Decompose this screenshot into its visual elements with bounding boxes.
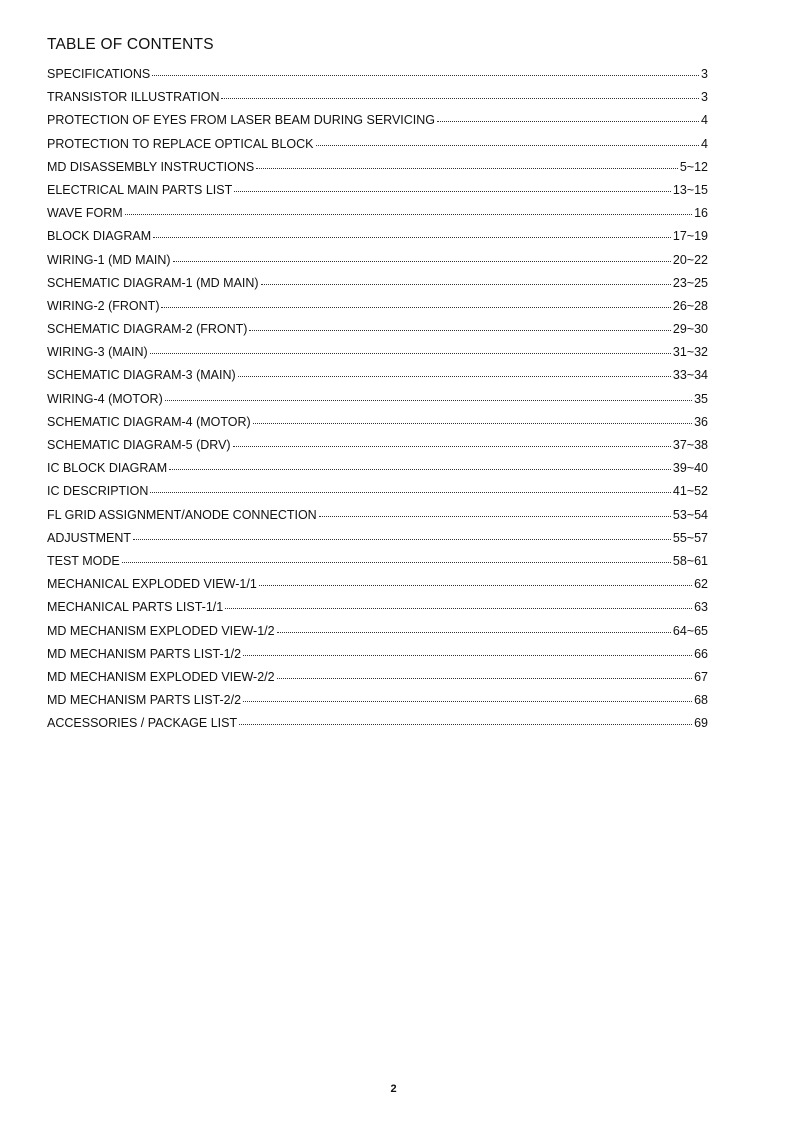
dot-leader: [234, 179, 671, 192]
toc-entry-label: IC BLOCK DIAGRAM: [47, 461, 168, 476]
toc-entry-page: 66: [694, 646, 708, 661]
toc-entry-label: SCHEMATIC DIAGRAM-4 (MOTOR): [47, 414, 251, 429]
page-number: 2: [390, 1083, 397, 1095]
toc-entry-page: 63: [694, 600, 708, 615]
dot-leader: [125, 202, 692, 215]
toc-entry-label: MECHANICAL EXPLODED VIEW-1/1: [47, 577, 257, 592]
toc-entry: [47, 341, 708, 364]
toc-entry-page: 58~61: [672, 553, 708, 568]
dot-leader: [238, 364, 671, 377]
dot-leader: [253, 411, 692, 424]
toc-entry-page: 68: [694, 693, 708, 708]
toc-entry-label: MD MECHANISM EXPLODED VIEW-2/2: [47, 669, 275, 684]
dot-leader: [150, 480, 670, 493]
toc-entry-label: MD MECHANISM PARTS LIST-2/2: [47, 693, 242, 708]
toc-entry-page: 67: [694, 669, 708, 684]
dot-leader: [259, 573, 692, 586]
toc-entry: [47, 712, 708, 735]
toc-entry-label: MD DISASSEMBLY INSTRUCTIONS: [47, 159, 255, 174]
toc-entry-page: 33~34: [672, 368, 708, 383]
toc-entry-page: 4: [701, 136, 708, 151]
toc-entry: [47, 318, 708, 341]
toc-entry: [47, 434, 708, 457]
dot-leader: [316, 133, 700, 146]
toc-entry: [47, 225, 708, 248]
toc-entry-page: 39~40: [672, 461, 708, 476]
page-title: TABLE OF CONTENTS: [47, 36, 214, 53]
dot-leader: [173, 249, 671, 262]
dot-leader: [161, 295, 670, 308]
toc-entry-label: ELECTRICAL MAIN PARTS LIST: [47, 182, 233, 197]
dot-leader: [243, 643, 692, 656]
dot-leader: [221, 86, 699, 99]
dot-leader: [239, 712, 692, 725]
toc-entry-page: 35: [694, 391, 708, 406]
toc-entry-label: PROTECTION TO REPLACE OPTICAL BLOCK: [47, 136, 314, 151]
toc-entry: [47, 109, 708, 132]
toc-entry-page: 4: [701, 113, 708, 128]
toc-entry-label: BLOCK DIAGRAM: [47, 229, 152, 244]
toc-entry-label: TRANSISTOR ILLUSTRATION: [47, 90, 220, 105]
toc-entry: [47, 666, 708, 689]
dot-leader: [256, 156, 678, 169]
toc-entry: [47, 596, 708, 619]
toc-entry: [47, 550, 708, 573]
toc-entry: [47, 156, 708, 179]
toc-entry: [47, 480, 708, 503]
toc-entry-page: 36: [694, 414, 708, 429]
dot-leader: [225, 596, 692, 609]
toc-entry-page: 3: [701, 67, 708, 81]
toc-entry-label: MD MECHANISM EXPLODED VIEW-1/2: [47, 623, 275, 638]
toc-entry-label: PROTECTION OF EYES FROM LASER BEAM DURING SERVICING: [47, 113, 436, 128]
toc-entry-label: SCHEMATIC DIAGRAM-1 (MD MAIN): [47, 275, 259, 290]
toc-entry: [47, 527, 708, 550]
toc-entry-label: WIRING-1 (MD MAIN): [47, 252, 171, 267]
toc-entry-page: 64~65: [672, 623, 708, 638]
toc-entry-label: WIRING-2 (FRONT): [47, 298, 160, 313]
toc-entry-label: WIRING-3 (MAIN): [47, 345, 148, 360]
toc-entry-page: 55~57: [672, 530, 708, 545]
toc-entry-label: SPECIFICATIONS: [47, 67, 151, 81]
toc-entry-label: MECHANICAL PARTS LIST-1/1: [47, 600, 224, 615]
toc-entry-page: 20~22: [672, 252, 708, 267]
toc-entry-label: ADJUSTMENT: [47, 530, 132, 545]
toc-entry-page: 23~25: [672, 275, 708, 290]
toc-entry: [47, 573, 708, 596]
toc-entry-label: SCHEMATIC DIAGRAM-3 (MAIN): [47, 368, 236, 383]
toc-entry: [47, 272, 708, 295]
toc-entry-page: 31~32: [672, 345, 708, 360]
toc-entry-page: 13~15: [672, 182, 708, 197]
toc-entry: [47, 643, 708, 666]
toc-entry-page: 69: [694, 716, 708, 731]
dot-leader: [152, 63, 699, 76]
dot-leader: [122, 550, 671, 563]
toc-entry-page: 5~12: [679, 159, 708, 174]
dot-leader: [133, 527, 671, 540]
toc-entry-label: IC DESCRIPTION: [47, 484, 149, 499]
toc-entry: [47, 249, 708, 272]
toc-entry: [47, 504, 708, 527]
toc-entry: [47, 202, 708, 225]
toc-entry: [47, 689, 708, 712]
toc-entry-label: MD MECHANISM PARTS LIST-1/2: [47, 646, 242, 661]
dot-leader: [249, 318, 670, 331]
toc-entry-page: 17~19: [672, 229, 708, 244]
toc-entry: [47, 620, 708, 643]
toc-entry: [47, 133, 708, 156]
toc-entry: [47, 86, 708, 109]
toc-entry: [47, 388, 708, 411]
dot-leader: [437, 109, 699, 122]
toc-entry-label: WIRING-4 (MOTOR): [47, 391, 163, 406]
toc-entry-page: 29~30: [672, 322, 708, 337]
toc-entry-page: 26~28: [672, 298, 708, 313]
toc-list: [47, 63, 708, 735]
dot-leader: [319, 504, 671, 517]
toc-entry-label: WAVE FORM: [47, 206, 123, 221]
toc-entry: [47, 295, 708, 318]
dot-leader: [243, 689, 692, 702]
dot-leader: [169, 457, 671, 470]
toc-entry-label: FL GRID ASSIGNMENT/ANODE CONNECTION: [47, 507, 317, 522]
toc-entry-page: 16: [694, 206, 708, 221]
dot-leader: [261, 272, 671, 285]
dot-leader: [153, 225, 671, 238]
toc-entry-page: 3: [701, 90, 708, 105]
toc-entry: [47, 63, 708, 86]
dot-leader: [233, 434, 671, 447]
toc-entry: [47, 411, 708, 434]
toc-entry-page: 53~54: [672, 507, 708, 522]
toc-entry-page: 41~52: [672, 484, 708, 499]
dot-leader: [165, 388, 692, 401]
dot-leader: [277, 620, 671, 633]
toc-entry-page: 37~38: [672, 438, 708, 452]
dot-leader: [150, 341, 671, 354]
toc-entry: [47, 364, 708, 387]
toc-entry-label: ACCESSORIES / PACKAGE LIST: [47, 716, 238, 731]
dot-leader: [277, 666, 693, 679]
toc-entry-label: SCHEMATIC DIAGRAM-5 (DRV): [47, 438, 231, 452]
toc-entry-label: TEST MODE: [47, 553, 120, 568]
toc-entry: [47, 179, 708, 202]
toc-entry-label: SCHEMATIC DIAGRAM-2 (FRONT): [47, 322, 248, 337]
toc-entry: [47, 457, 708, 480]
toc-entry-page: 62: [694, 577, 708, 592]
